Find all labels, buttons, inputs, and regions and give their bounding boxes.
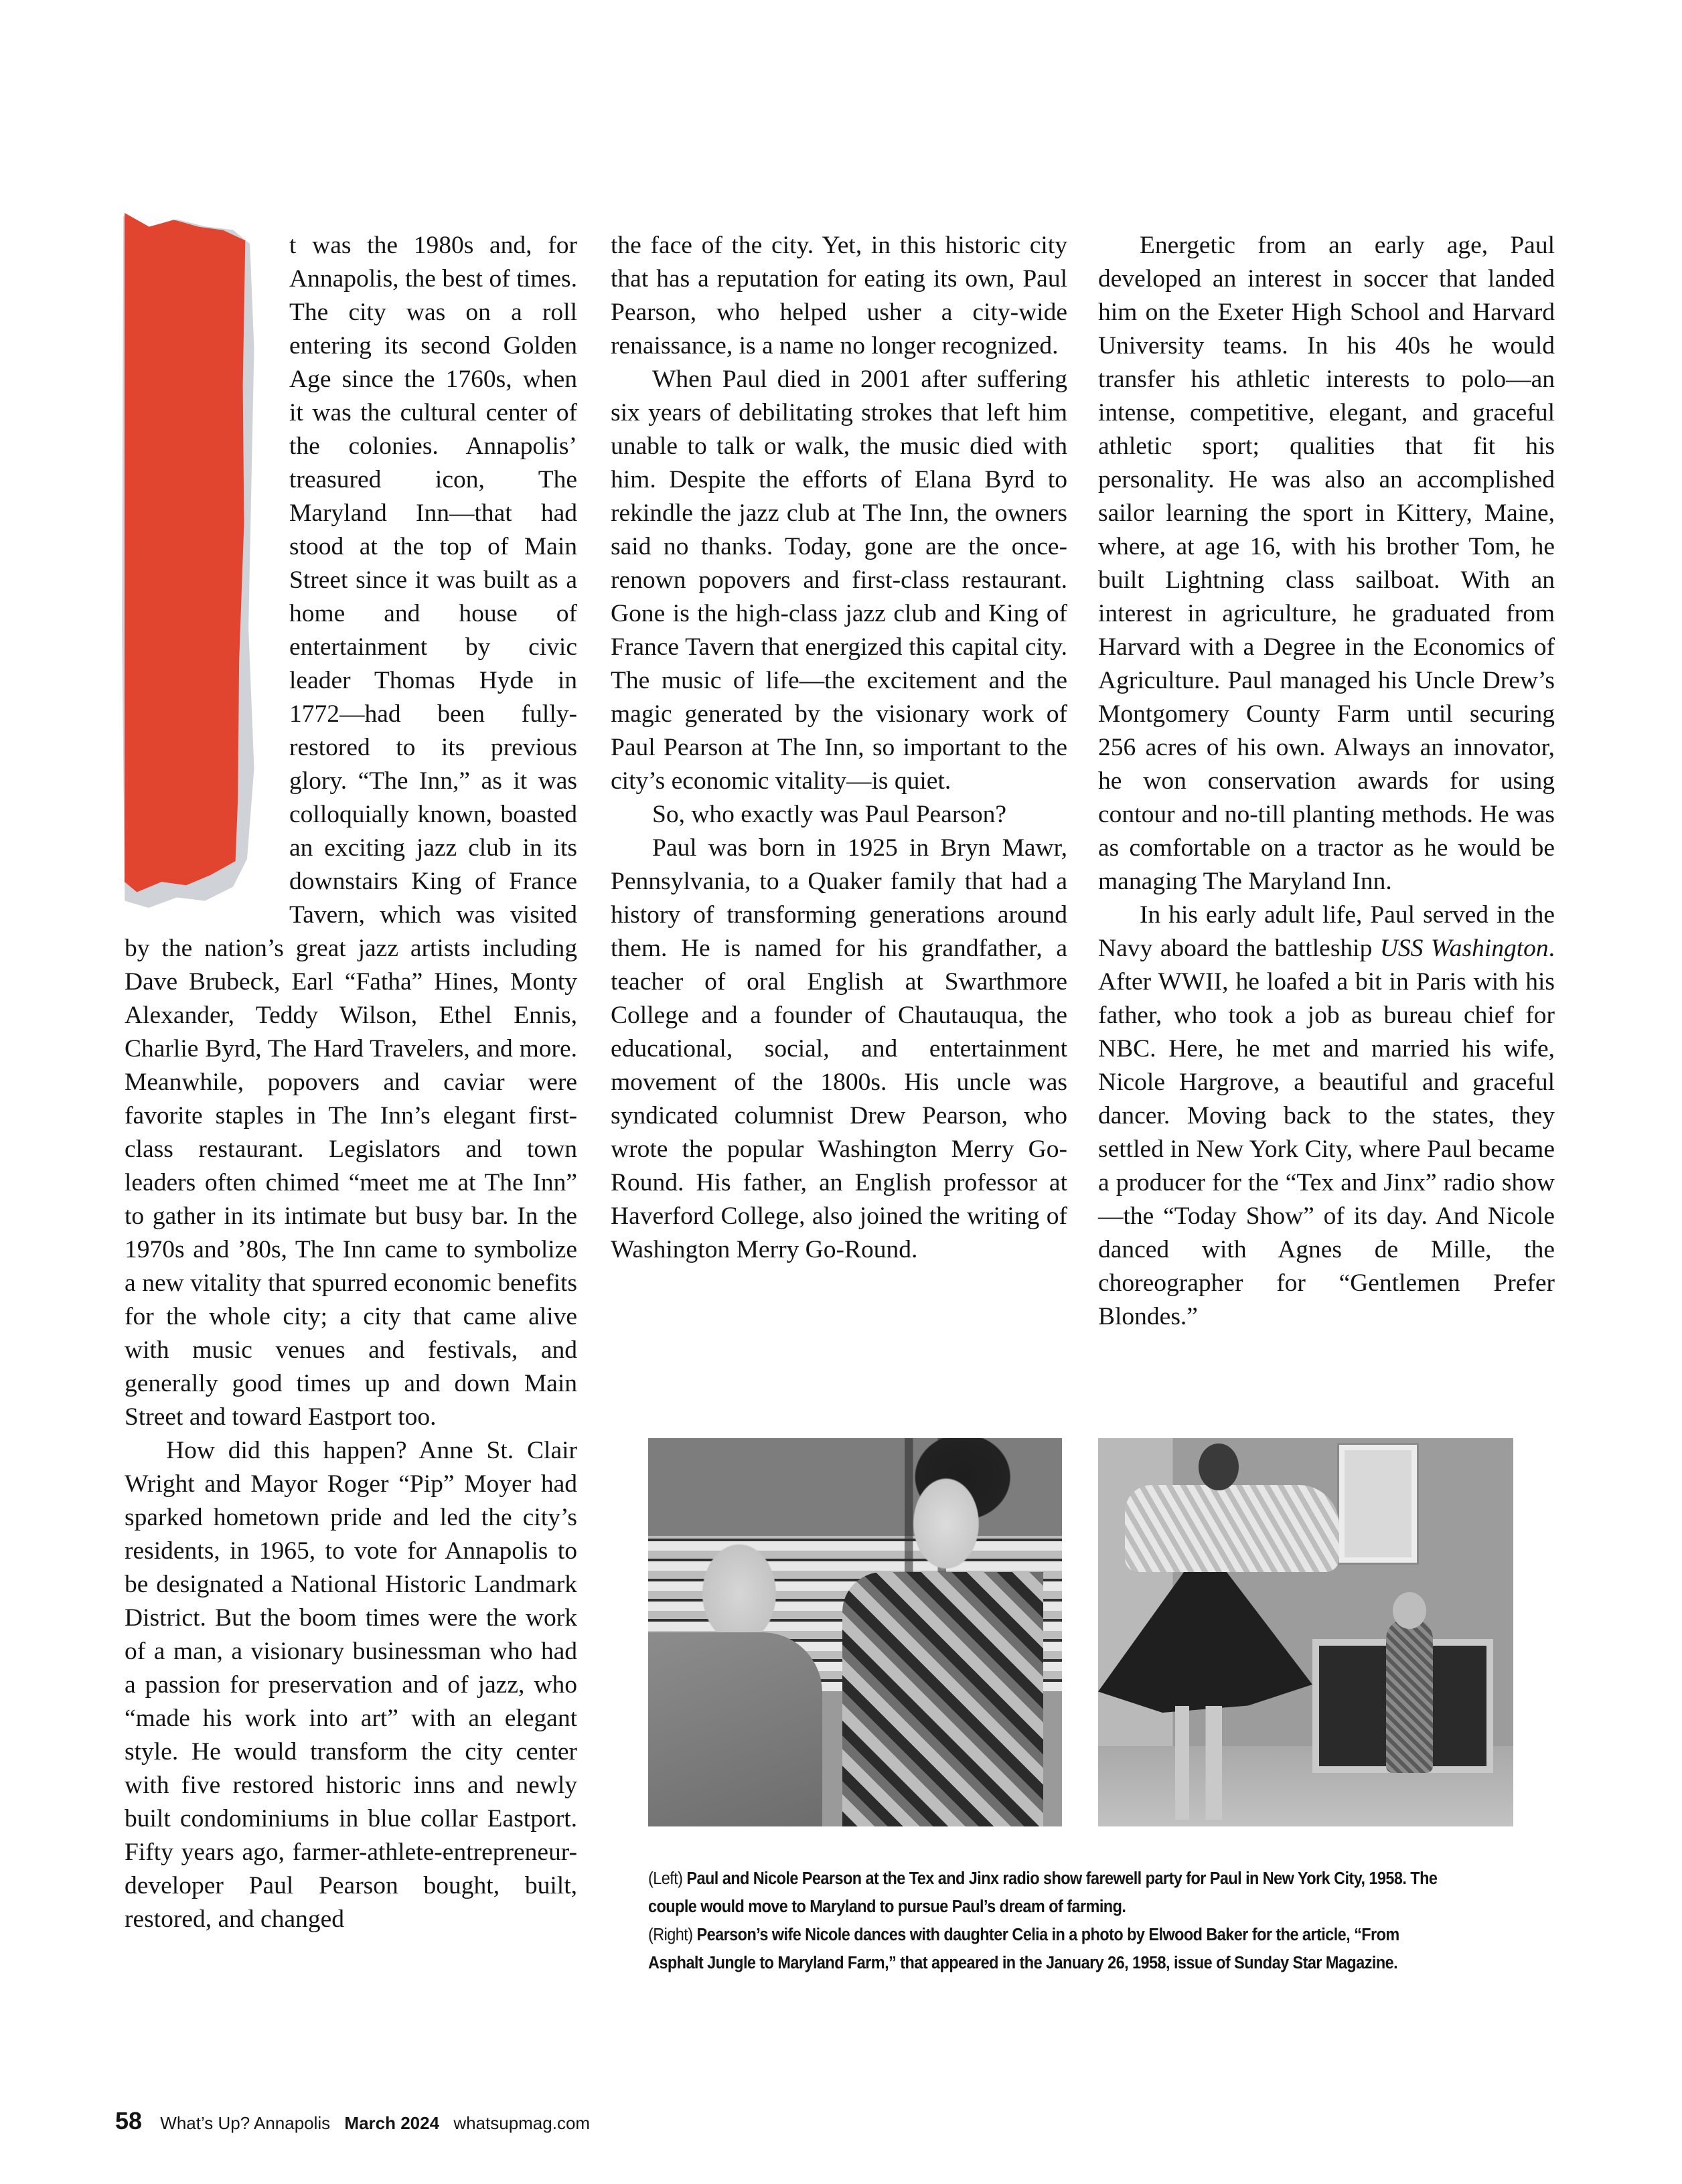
photo-detail-suit — [648, 1632, 822, 1826]
caption-label-right: (Right) — [648, 1926, 693, 1944]
article-column-2 — [611, 229, 1067, 1267]
page-number: 58 — [115, 2107, 143, 2134]
photo-detail-girl — [1386, 1619, 1433, 1773]
paragraph: Paul was born in 1925 in Bryn Mawr, Pennsylvania, to a Quaker family that had a history of transforming generations around them. He is named for his grandfather, a teacher of oral English at Swarthmore College and a founder of Chautauqua, the educational, social, and entertainment movement of the 1800s. His uncle was syndicated columnist Drew Pearson, who wrote the popular Washington Merry Go-Round. His father, an English professor at Haverford College, also joined the writing of Washington Merry Go-Round. — [611, 834, 1067, 1263]
paragraph: How did this happen? Anne St. Clair Wright and Mayor Roger “Pip” Moyer had sparked hometown pride and led the city’s residents, in 1965, to vote for Annapolis to be designated a National Historic Landmark District. But the boom times were the work of a man, a visionary businessman who had a passion for preservation and of jazz, who “made his work into art” with an elegant style. He would transform the city center with five restored historic inns and newly built condominiums in blue collar Eastport. Fifty years ago, farmer-athlete-entrepreneur-developer Paul Pearson bought, built, restored, and changed — [125, 1437, 577, 1933]
paragraph: the face of the city. Yet, in this historic city that has a reputation for eating its own, Paul Pearson, who helped usher a city-wide renaissance, is a name no longer recognized. — [611, 232, 1067, 360]
page-footer — [115, 2107, 590, 2135]
photo-detail-head — [1199, 1444, 1239, 1490]
photo-detail-framed-picture — [1339, 1445, 1417, 1563]
paragraph: t was the 1980s and, for Annapolis, the best of times. The city was on a roll entering its second Golden Age since the 1760s, when it was the cultural center of the colonies. Annapolis’ treasured icon, The Maryland Inn—that had stood at the top of Main Street since it was built as a home and house of entertainment by civic leader Thomas Hyde in 1772—had been fully-restored to its previous glory. “The Inn,” as it was colloquially known, boasted an exciting jazz club in its downstairs King of France Tavern, which was visited by the nation’s great jazz artists including Dave Brubeck, Earl “Fatha” Hines, Monty Alexander, Teddy Wilson, Ethel Ennis, Charlie Byrd, The Hard Travelers, and more. Meanwhile, popovers and caviar were favorite staples in The Inn’s elegant first-class restaurant. Legislators and town leaders often chimed “meet me at The Inn” to gather in its intimate but busy bar. In the 1970s and ’80s, The Inn came to symbolize a new vitality that spurred economic benefits for the whole city; a city that came alive with music venues and festivals, and generally good times up and down Main Street and toward Eastport too. — [125, 232, 577, 1431]
red-drop-cap-bar — [125, 213, 248, 903]
issue-date: March 2024 — [344, 2113, 440, 2133]
paragraph — [1098, 899, 1555, 1334]
paragraph: So, who exactly was Paul Pearson? — [652, 801, 1007, 828]
text-run: In his early adult life, Paul served in the Navy aboard the battleship — [1098, 901, 1555, 962]
photo-detail-blouse — [1125, 1485, 1339, 1572]
paragraph: Energetic from an early age, Paul developed an interest in soccer that landed him on the Exeter High School and Harvard University teams. In his 40s he would transfer his athletic interests to polo—an intense, competitive, elegant, and graceful athletic sport; qualities that fit his personality. He was also an accomplished sailor learning the sport in Kittery, Maine, where, at age 16, with his brother Tom, he built Lightning class sailboat. With an interest in agriculture, he graduated from Harvard with a Degree in the Economics of Agriculture. Paul managed his Uncle Drew’s Montgomery County Farm until securing 256 acres of his own. Always an innovator, he won conservation awards for using contour and no-till planting methods. He was as comfortable on a tractor as he would be managing The Maryland Inn. — [1098, 232, 1555, 895]
magazine-name: What’s Up? Annapolis — [160, 2113, 331, 2133]
photo-paul-and-nicole — [648, 1438, 1062, 1826]
drop-cap-torn-paper-icon — [121, 209, 275, 901]
caption-label-left: (Left) — [648, 1869, 683, 1888]
caption-text-right: Pearson’s wife Nicole dances with daughter Celia in a photo by Elwood Baker for the article, “From Asphalt Jungle to Maryland Farm,” that appeared in the January 26, 1958, issue of Sunday Star Magazine. — [648, 1926, 1399, 1972]
photo-detail-plaid-dress — [842, 1572, 1043, 1826]
article-column-3 — [1098, 229, 1555, 1334]
photo-detail-skirt — [1098, 1572, 1312, 1713]
caption-text-left: Paul and Nicole Pearson at the Tex and Jinx radio show farewell party for Paul in New York City, 1958. The couple would move to Maryland to pursue Paul’s dream of farming. — [648, 1869, 1438, 1916]
photo-detail-legs — [1175, 1706, 1222, 1820]
article-column-1 — [125, 229, 577, 1936]
photo-caption — [648, 1865, 1449, 1977]
photo-nicole-dancing — [1098, 1438, 1513, 1826]
photo-detail-girl-head — [1393, 1592, 1426, 1629]
website-link[interactable]: whatsupmag.com — [453, 2113, 591, 2133]
text-run: . After WWII, he loafed a bit in Paris with his father, who took a job as bureau chief for NBC. Here, he met and married his wife, Nicole Hargrove, a beautiful and graceful dancer. Moving back to the states, they settled in New York City, where Paul became a producer for the “Tex and Jinx” radio show—the “Today Show” of its day. And Nicole danced with Agnes de Mille, the choreographer for “Gentlemen Prefer Blondes.” — [1098, 935, 1555, 1330]
paragraph: When Paul died in 2001 after suffering six years of debilitating strokes that left him unable to talk or walk, the music died with him. Despite the efforts of Elana Byrd to rekindle the jazz club at The Inn, the owners said no thanks. Today, gone are the once-renown popovers and first-class restaurant. Gone is the high-class jazz club and King of France Tavern that energized this capital city. The music of life—the excitement and the magic generated by the visionary work of Paul Pearson at The Inn, so important to the city’s economic vitality—is quiet. — [611, 366, 1067, 795]
ship-name-italic: USS Washington — [1379, 935, 1549, 962]
